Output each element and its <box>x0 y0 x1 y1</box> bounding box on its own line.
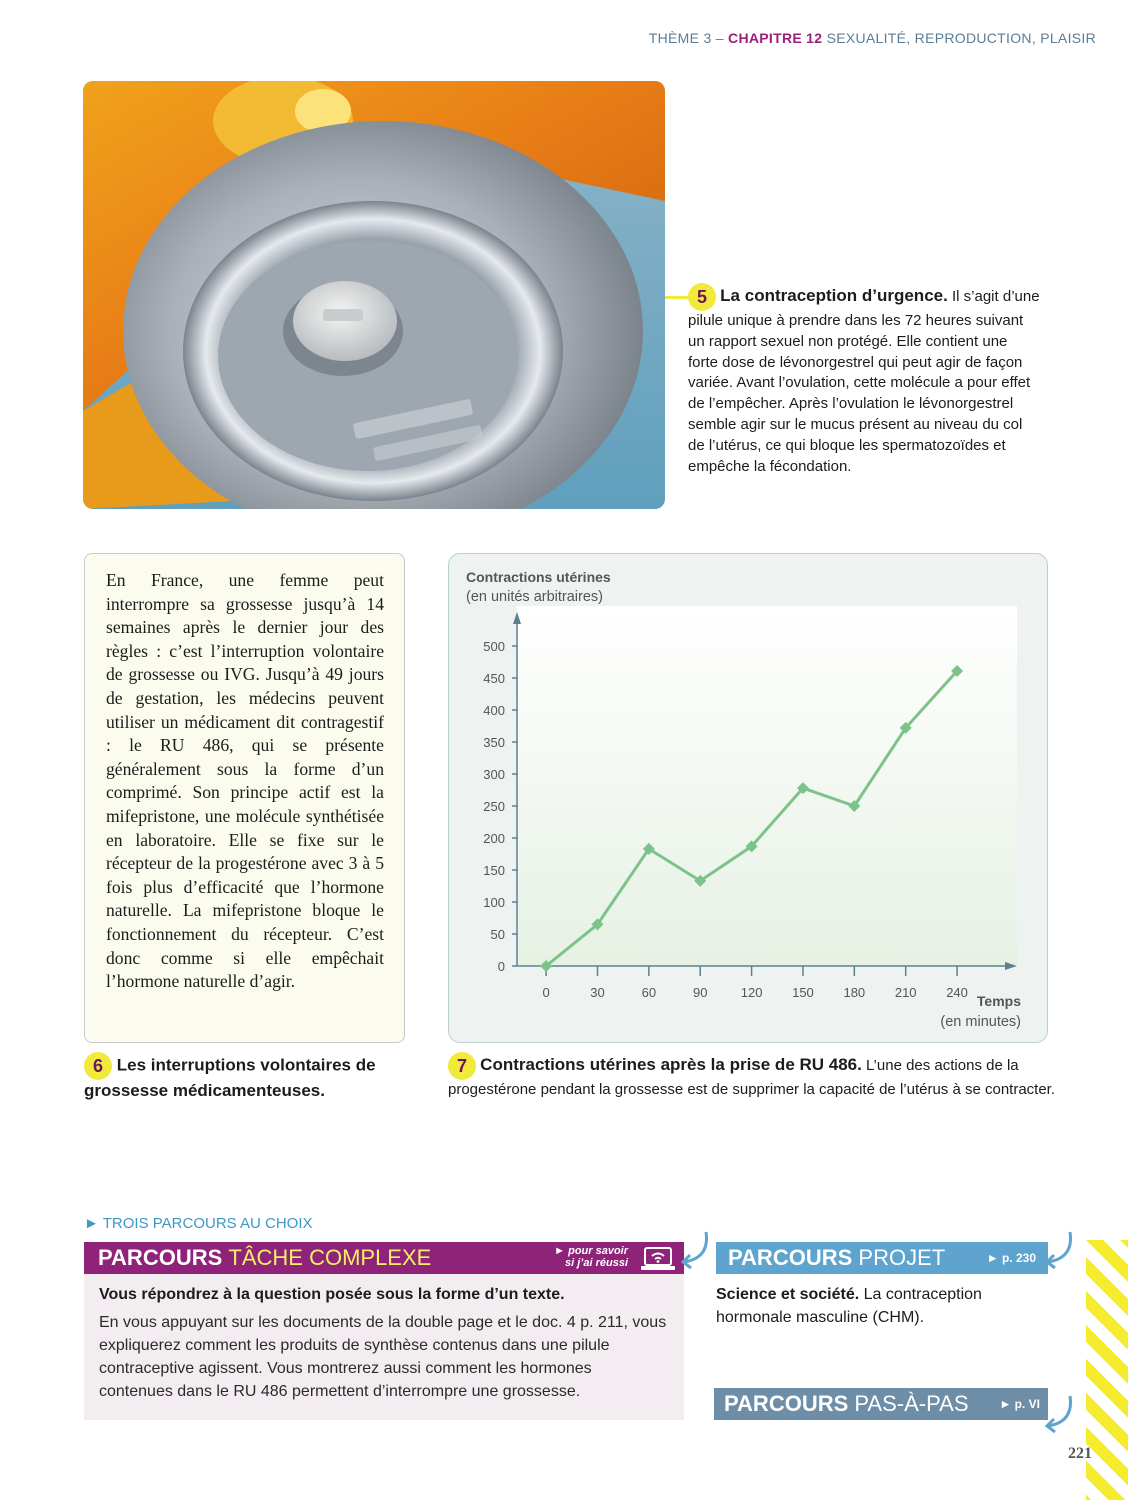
parcours-projet-header[interactable] <box>716 1242 1048 1274</box>
parcours-tache-name: TÂCHE COMPLEXE <box>228 1245 432 1270</box>
doc7-caption <box>448 1052 1058 1100</box>
yellow-hatch-band <box>1086 1240 1128 1500</box>
pill-photo <box>83 81 665 509</box>
doc5-title: La contraception d’urgence. <box>720 285 948 305</box>
pour-savoir-line2: si j’ai réussi <box>565 1257 628 1269</box>
y-tick-label: 350 <box>483 735 505 750</box>
doc7-text: L’une des actions de la progestérone pendant la grossesse est de supprimer la capacité de l’utérus à se contracter. <box>448 1056 1056 1098</box>
page-number: 221 <box>1068 1445 1092 1462</box>
header-theme: THÈME 3 – <box>648 30 724 46</box>
y-tick-label: 0 <box>497 959 505 974</box>
doc6-caption <box>84 1052 424 1101</box>
x-tick-label: 60 <box>641 985 657 1000</box>
x-tick-label: 150 <box>792 985 814 1000</box>
doc7-title: Contractions utérines après la prise de RU 486. <box>480 1054 862 1074</box>
doc5-text: Il s’agit d’une pilule unique à prendre dans les 72 heures suivant un rapport sexuel non protégé. Elle contient une forte dose de lévonorgestrel qui peut agir de façon variée. Avant l’ovulation, cette molécule a pour effet de l’empêcher. Après l’ovulation le lévonorgestrel semble agir sur le mucus présent au niveau du col de l’utérus, ce qui bloque les spermatozoïdes et empêche la fécondation. <box>688 287 1040 475</box>
x-tick-label: 210 <box>894 985 917 1000</box>
curved-arrow-icon <box>1044 1228 1076 1272</box>
header-subject: SEXUALITÉ, REPRODUCTION, PLAISIR <box>826 30 1096 46</box>
parcours-tache-complexe-body <box>84 1274 684 1420</box>
projet-page-link[interactable]: ► p. 230 <box>986 1251 1036 1265</box>
y-tick-label: 300 <box>483 767 505 782</box>
plot-background <box>517 606 1017 966</box>
doc6-text: En France, une femme peut interrompre sa grossesse jusqu’à 14 semaines après le dernier jour des règles : c’est l’interruption volontaire de grossesse ou IVG. Jusqu’à 49 jours de gestation, les médecins peuvent utiliser un médicament dit contragestif : le RU 486, qui se présente généralement sous la forme d’un comprimé. Son principe actif est la mifepristone, une molécule synthétisée en laboratoire. Elle se fixe sur le récepteur de la progestérone avec 3 à 5 fois plus d’efficacité que l’hormone naturelle. La mifepristone bloque le fonctionnement du récepteur. C’est donc comme si elle empêchait l’hormone naturelle d’agir. <box>106 570 384 992</box>
arrow-right-icon: ► <box>84 1215 99 1232</box>
projet-page-ref: p. 230 <box>1001 1251 1036 1265</box>
parcours-pas-a-pas-name: PAS-À-PAS <box>854 1391 969 1416</box>
x-tick-label: 180 <box>843 985 866 1000</box>
x-axis-unit: (en minutes) <box>940 1014 1021 1030</box>
curved-arrow-icon <box>680 1228 712 1272</box>
x-axis-title: Temps <box>976 993 1021 1009</box>
y-tick-label: 50 <box>490 927 505 942</box>
x-tick-label: 90 <box>692 985 708 1000</box>
doc6-number-badge: 6 <box>84 1052 112 1080</box>
curved-arrow-icon <box>1044 1392 1076 1436</box>
parcours-projet-name: PROJET <box>858 1245 946 1270</box>
parcours-word: PARCOURS <box>98 1245 223 1270</box>
pour-savoir-link[interactable]: ► pour savoir si j’ai réussi <box>554 1245 628 1269</box>
projet-body-text: La contraception hormonale masculine (CHM). <box>716 1286 982 1326</box>
trois-parcours-label: TROIS PARCOURS AU CHOIX <box>102 1215 313 1232</box>
doc7-number-badge: 7 <box>448 1052 476 1080</box>
parcours-tache-complexe-header[interactable] <box>84 1242 684 1274</box>
y-axis-title: Contractions utérines <box>466 569 611 585</box>
parcours-word: PARCOURS <box>724 1391 849 1416</box>
doc6-text-box <box>84 553 405 1043</box>
y-tick-label: 150 <box>483 863 505 878</box>
laptop-wifi-icon[interactable] <box>640 1246 676 1272</box>
doc5-caption <box>688 283 1040 477</box>
parcours-projet-body <box>716 1283 1036 1329</box>
doc6-caption-text: Les interruptions volontaires de grossesse médicamenteuses. <box>84 1055 376 1100</box>
trois-parcours-heading <box>84 1215 313 1232</box>
parcours-word: PARCOURS <box>728 1245 853 1270</box>
pour-savoir-line1: pour savoir <box>568 1245 628 1257</box>
projet-body-bold: Science et société. <box>716 1286 860 1303</box>
tache-question: Vous répondrez à la question posée sous la forme d’un texte. <box>99 1286 565 1303</box>
chart-panel <box>448 553 1048 1043</box>
pas-a-pas-page-ref: p. VI <box>1014 1397 1040 1411</box>
y-tick-label: 500 <box>483 639 505 654</box>
doc5-number-badge: 5 <box>688 283 716 311</box>
x-tick-label: 30 <box>590 985 605 1000</box>
header-chapter: CHAPITRE 12 <box>728 30 823 46</box>
parcours-pas-a-pas-header[interactable] <box>714 1388 1048 1420</box>
y-tick-label: 200 <box>483 831 505 846</box>
running-header <box>649 30 1096 46</box>
pas-a-pas-page-link[interactable]: ► p. VI <box>999 1397 1040 1411</box>
tache-instructions: En vous appuyant sur les documents de la double page et le doc. 4 p. 211, vous expliquerez comment les produits de synthèse contenus dans une pilule contraceptive agissent. Vous montrerez aussi comment les hormones contenues dans le RU 486 permettent d’interrompre une grossesse. <box>99 1314 667 1400</box>
y-tick-label: 450 <box>483 671 505 686</box>
contractions-chart <box>449 554 1049 1044</box>
y-tick-label: 100 <box>483 895 505 910</box>
x-tick-label: 240 <box>946 985 968 1000</box>
y-tick-label: 400 <box>483 703 505 718</box>
y-axis-unit: (en unités arbitraires) <box>466 589 603 605</box>
x-tick-label: 0 <box>542 985 550 1000</box>
x-tick-label: 120 <box>740 985 763 1000</box>
y-tick-label: 250 <box>483 799 505 814</box>
